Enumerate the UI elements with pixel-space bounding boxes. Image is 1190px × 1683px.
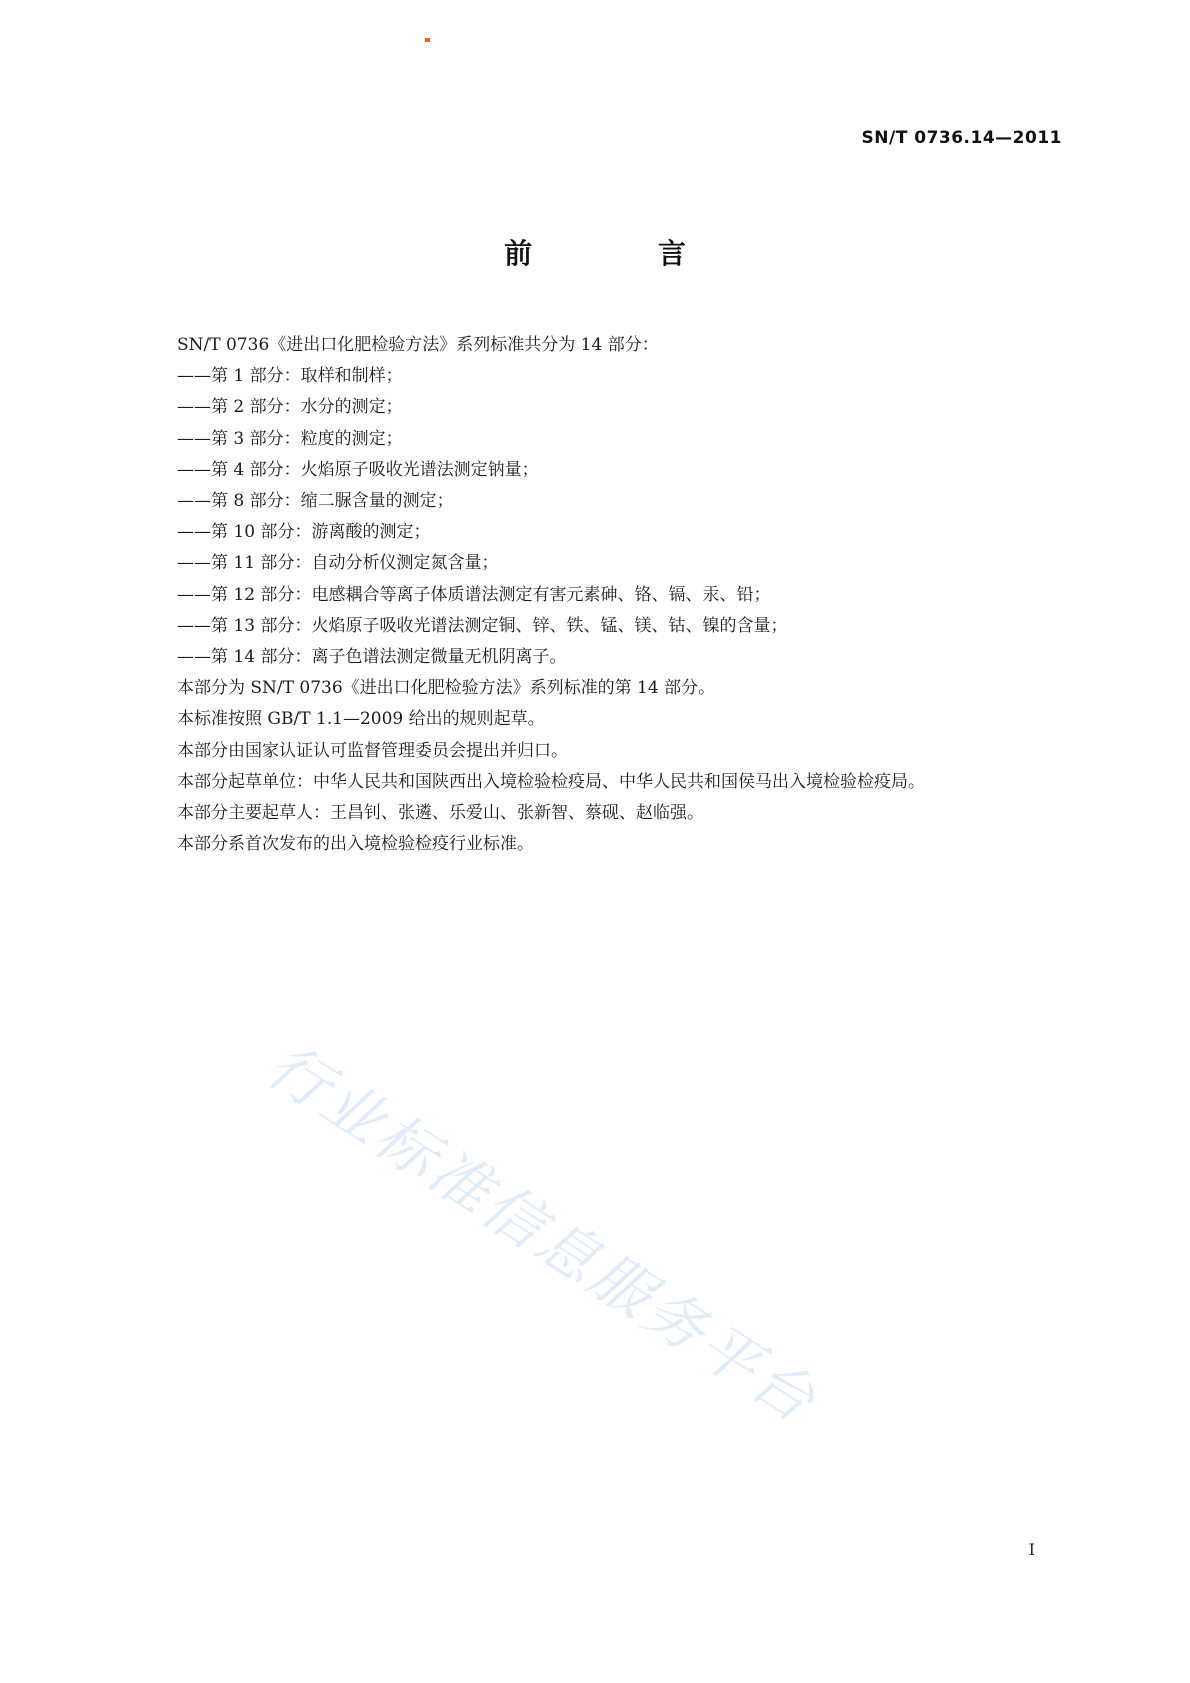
paragraph-drafting-rules: 本标准按照 GB/T 1.1—2009 给出的规则起草。 xyxy=(177,709,545,730)
paragraph-intro: SN/T 0736《进出口化肥检验方法》系列标准共分为 14 部分： xyxy=(177,335,659,355)
watermark-text: 行业标准信息服务平台 xyxy=(254,1030,830,1439)
standard-code: SN/T 0736.14—2011 xyxy=(861,128,1062,148)
orange-marker xyxy=(425,38,430,42)
list-item-part-10: ——第 10 部分：游离酸的测定； xyxy=(177,522,431,543)
paragraph-drafters: 本部分主要起草人：王昌钊、张遴、乐爱山、张新智、蔡砚、赵临强。 xyxy=(177,803,704,824)
paragraph-drafting-units: 本部分起草单位：中华人民共和国陕西出入境检验检疫局、中华人民共和国侯马出入境检验检疫局。 xyxy=(177,771,925,792)
paragraph-first-release: 本部分系首次发布的出入境检验检疫行业标准。 xyxy=(177,834,534,855)
foreword-body xyxy=(135,330,1067,860)
list-item-part-8: ——第 8 部分：缩二脲含量的测定； xyxy=(177,491,454,512)
list-item-part-12: ——第 12 部分：电感耦合等离子体质谱法测定有害元素砷、铬、镉、汞、铅； xyxy=(177,584,771,605)
list-item-part-3: ——第 3 部分：粒度的测定； xyxy=(177,428,403,449)
list-item-part-13: ——第 13 部分：火焰原子吸收光谱法测定铜、锌、铁、锰、镁、钴、镍的含量； xyxy=(177,615,788,636)
paragraph-scope: 本部分为 SN/T 0736《进出口化肥检验方法》系列标准的第 14 部分。 xyxy=(177,678,716,699)
list-item-part-14: ——第 14 部分：离子色谱法测定微量无机阴离子。 xyxy=(177,647,567,668)
paragraph-proposer: 本部分由国家认证认可监督管理委员会提出并归口。 xyxy=(177,740,568,761)
page-title: 前 言 xyxy=(504,237,744,270)
list-item-part-2: ——第 2 部分：水分的测定； xyxy=(177,397,403,418)
list-item-part-4: ——第 4 部分：火焰原子吸收光谱法测定钠量； xyxy=(177,459,539,480)
list-item-part-11: ——第 11 部分：自动分析仪测定氮含量； xyxy=(177,553,499,574)
page-number: I xyxy=(1028,1540,1035,1559)
list-item-part-1: ——第 1 部分：取样和制样； xyxy=(177,366,403,387)
